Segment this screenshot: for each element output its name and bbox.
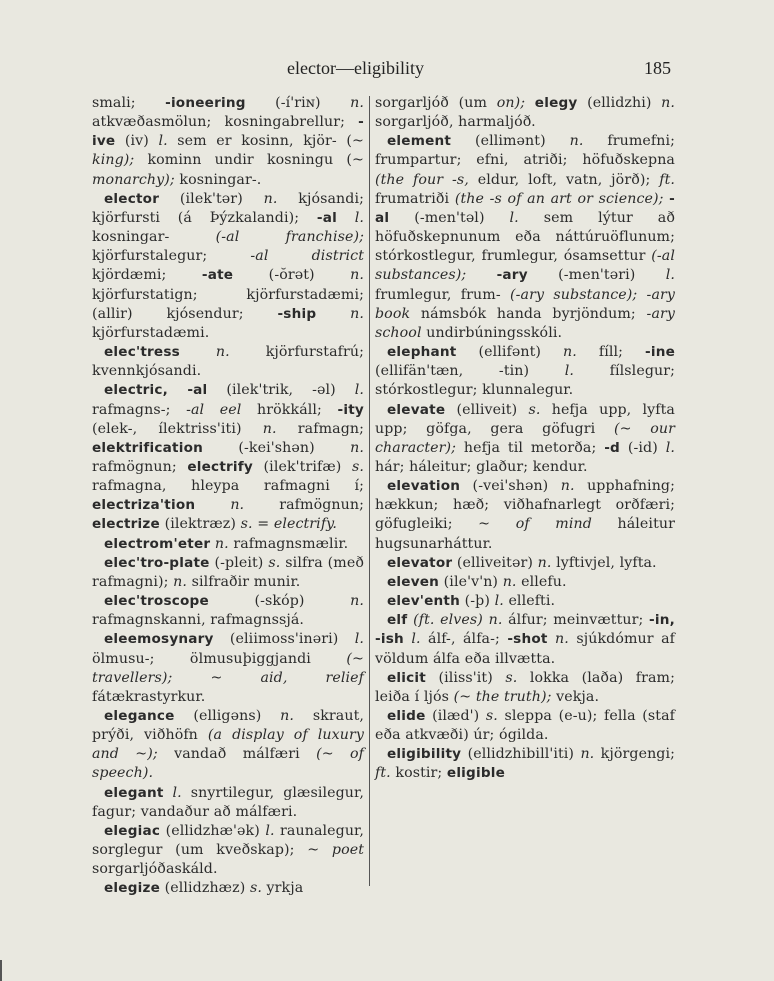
headword: -in, -ish bbox=[375, 612, 675, 648]
italic-text: ~ king); bbox=[92, 133, 364, 169]
definition-text: (ilæd') bbox=[425, 708, 486, 724]
dictionary-entry bbox=[92, 592, 364, 630]
definition-text: ellefti. bbox=[503, 593, 556, 610]
italic-text: l. bbox=[158, 133, 168, 150]
definition-text: (-men'təri) bbox=[527, 267, 666, 284]
definition-text: lyftivjel, lyfta. bbox=[551, 554, 657, 571]
dictionary-entry bbox=[375, 554, 675, 573]
headword: elec'troscope bbox=[104, 593, 209, 610]
definition-text bbox=[195, 497, 230, 513]
definition-text: (ellidzhæ'ək) bbox=[160, 822, 266, 839]
headword: elevation bbox=[387, 478, 461, 495]
dictionary-entry bbox=[375, 132, 675, 343]
definition-text: kjörfurstadæmi. bbox=[92, 324, 210, 341]
headword: electrom'eter bbox=[104, 535, 211, 552]
italic-text: s. bbox=[240, 516, 253, 533]
headword: -ship bbox=[277, 305, 317, 322]
dictionary-entry bbox=[92, 822, 364, 879]
definition-text: kjósandi; kjörfursti (á Þýzkalandi); bbox=[92, 190, 364, 226]
headword: -ioneering bbox=[165, 95, 246, 111]
headword: electriza'tion bbox=[92, 497, 196, 514]
definition-text: (iliss'it) bbox=[425, 669, 506, 686]
italic-text: s. bbox=[485, 708, 498, 724]
headword: -ity bbox=[337, 401, 364, 418]
italic-text: n. bbox=[173, 573, 187, 590]
dictionary-entry bbox=[375, 477, 675, 554]
definition-text: (ellidzhæz) bbox=[160, 880, 250, 897]
dictionary-entry bbox=[92, 630, 364, 707]
definition-text: vekja. bbox=[551, 688, 600, 705]
dictionary-entry bbox=[92, 879, 364, 898]
headword: element bbox=[387, 133, 452, 150]
headword: elicit bbox=[387, 669, 426, 686]
headword: -d bbox=[604, 439, 620, 456]
headword: elev'enth bbox=[387, 593, 460, 610]
headword: -ate bbox=[201, 267, 234, 284]
italic-text: l. bbox=[411, 631, 421, 648]
italic-text: n. bbox=[263, 190, 278, 207]
headword: elegy bbox=[534, 95, 578, 111]
italic-text: l. bbox=[172, 784, 182, 801]
definition-text: kosningar- bbox=[92, 229, 216, 246]
italic-text: ~ monarchy); bbox=[92, 152, 364, 188]
definition-text: (eliimoss'inəri) bbox=[213, 631, 355, 648]
definition-text: rafmagna, hleypa rafmagni í; bbox=[92, 478, 364, 495]
dictionary-entry bbox=[375, 573, 675, 592]
headword: elide bbox=[387, 708, 426, 724]
italic-text: ft. bbox=[375, 765, 391, 782]
dictionary-entry bbox=[375, 707, 675, 745]
italic-text: ft. bbox=[659, 171, 675, 188]
definition-text: álf-, álfa-; bbox=[420, 631, 508, 648]
dictionary-entry bbox=[375, 745, 675, 783]
headword: elegiac bbox=[104, 822, 161, 839]
headword: electric, -al bbox=[104, 382, 208, 399]
italic-text: (-al franchise); bbox=[215, 229, 364, 246]
definition-text bbox=[337, 210, 355, 226]
headword: eligibility bbox=[387, 746, 462, 763]
italic-text: n. bbox=[262, 420, 277, 437]
headword: -shot bbox=[507, 631, 548, 648]
dictionary-entry bbox=[92, 707, 364, 784]
definition-text: fíll; bbox=[576, 344, 645, 361]
definition-text bbox=[548, 631, 555, 647]
definition-text: (elliveitər) bbox=[452, 554, 538, 571]
italic-text: l. bbox=[265, 822, 275, 839]
dictionary-entry bbox=[92, 784, 364, 822]
definition-text: raunalegur, sorglegur (um kveðskap); bbox=[92, 822, 364, 859]
definition-text: (ilek'trifæ) bbox=[252, 458, 352, 475]
definition-text: skraut, prýði, viðhöfn bbox=[92, 708, 364, 744]
italic-text: n. bbox=[502, 573, 517, 590]
right-column bbox=[375, 94, 675, 784]
definition-text: sem lýtur að höfuðskepnunum eða náttúruöflunum; stórkostlegur, frumlegur, ósamsettur bbox=[375, 209, 675, 265]
italic-text: s. bbox=[249, 880, 262, 897]
italic-text: (the -s of an art or science); bbox=[454, 190, 664, 207]
definition-text: fílslegur; stórkostlegur; klunnalegur. bbox=[375, 363, 675, 399]
definition-text: sorgarljóð, harmaljóð. bbox=[375, 114, 536, 131]
headword: eligible bbox=[446, 765, 506, 782]
italic-text: (ft. elves) bbox=[413, 612, 483, 629]
italic-text: -ary school bbox=[375, 305, 675, 341]
italic-text: n. bbox=[214, 535, 229, 552]
italic-text: (a display of luxury and ~); bbox=[92, 727, 364, 763]
definition-text: kosningar-. bbox=[174, 171, 262, 188]
definition-text: frumatriði bbox=[375, 190, 455, 207]
definition-text: rafmagn; bbox=[276, 420, 364, 437]
italic-text: l. bbox=[494, 593, 504, 610]
dictionary-entry bbox=[375, 592, 675, 611]
headword: eleven bbox=[387, 573, 440, 590]
definition-text: (ellifän'tæn, -tin) bbox=[375, 363, 565, 380]
definition-text: silfraðir munir. bbox=[186, 573, 301, 590]
headword: elector bbox=[104, 190, 160, 207]
definition-text: rafmagns-; bbox=[92, 401, 187, 418]
definition-text: sleppa (e-u); fella (staf eða atkvæði) úr; ógilda. bbox=[375, 708, 675, 744]
definition-text: álfur; meinvættur; bbox=[502, 612, 650, 629]
dictionary-entry bbox=[92, 554, 364, 592]
definition-text: sem er kosinn, kjör- ( bbox=[167, 133, 352, 150]
italic-text: n. bbox=[350, 95, 364, 111]
definition-text: (-ŏrət) bbox=[233, 267, 351, 284]
definition-text: (ellimənt) bbox=[451, 133, 570, 150]
headword: -ive bbox=[92, 114, 364, 150]
dictionary-entry bbox=[92, 190, 364, 343]
italic-text: n. bbox=[555, 631, 569, 648]
headword: eleemosynary bbox=[104, 631, 214, 648]
definition-text: (-id) bbox=[620, 439, 666, 456]
page-number: 185 bbox=[644, 58, 671, 78]
page-edge-mark bbox=[0, 960, 2, 981]
definition-text: (-í'riɴ) bbox=[245, 95, 351, 111]
running-head: elector—eligibility bbox=[287, 58, 424, 78]
definition-text: (iv) bbox=[115, 133, 159, 150]
definition-text: (ilektræz) bbox=[159, 516, 241, 533]
definition-text: snyrtilegur, glæsilegur, fagur; vandaður að málfæri. bbox=[92, 784, 364, 820]
definition-text: kjörfurstafrú; kvennkjósandi. bbox=[92, 344, 364, 380]
dictionary-entry bbox=[92, 535, 364, 554]
dictionary-entry bbox=[92, 94, 364, 190]
italic-text: ~ of mind bbox=[478, 516, 592, 533]
headword: -ine bbox=[645, 344, 675, 361]
definition-text: sorgarljóð (um bbox=[375, 95, 497, 111]
dictionary-entry bbox=[92, 381, 364, 534]
definition-text: atkvæðasmölun; kosningabrellur; bbox=[92, 114, 359, 131]
italic-text: (-al substances); bbox=[375, 248, 675, 284]
dictionary-entry bbox=[375, 401, 675, 478]
dictionary-entry bbox=[92, 343, 364, 381]
headword: elec'tress bbox=[104, 344, 180, 361]
definition-text: = bbox=[252, 516, 274, 533]
definition-text: (elek-, ílektriss'iti) bbox=[92, 420, 263, 437]
definition-text: námsbók handa byrjöndum; bbox=[410, 305, 647, 322]
headword: -al bbox=[316, 209, 337, 226]
italic-text: electrify. bbox=[273, 516, 338, 533]
definition-text: vandað málfæri bbox=[157, 746, 317, 763]
italic-text: n. bbox=[661, 95, 676, 111]
definition-text bbox=[525, 95, 535, 111]
definition-text: kjörfurstatign; kjörfurstadæmi; (allir) kjósendur; bbox=[92, 286, 364, 322]
italic-text: n. bbox=[215, 344, 230, 361]
definition-text: sorgarljóðaskáld. bbox=[92, 861, 218, 878]
page-header bbox=[0, 58, 774, 84]
definition-text: (ellidzhibill'iti) bbox=[461, 746, 581, 763]
headword: electrize bbox=[92, 516, 160, 533]
headword: elf bbox=[387, 612, 408, 629]
definition-text: (ellidzhi) bbox=[577, 95, 662, 111]
definition-text: fátækrastyrkur. bbox=[92, 688, 206, 705]
definition-text: frumlegur, frum- bbox=[375, 286, 511, 303]
definition-text: ölmusu-; ölmusuþiggjandi bbox=[92, 650, 347, 667]
italic-text: ~ poet bbox=[307, 842, 365, 859]
definition-text: silfra (með rafmagni); bbox=[92, 554, 365, 590]
dictionary-entry bbox=[375, 611, 675, 668]
definition-text: yrkja bbox=[261, 880, 304, 897]
definition-text bbox=[316, 306, 350, 322]
definition-text: hár; háleitur; glaður; kendur. bbox=[375, 458, 588, 475]
definition-text: kominn undir kosningu ( bbox=[134, 152, 352, 169]
headword: elevator bbox=[387, 554, 453, 571]
headword: -ary bbox=[496, 267, 528, 284]
definition-text: (ilek'tər) bbox=[159, 190, 264, 207]
headword: elektrification bbox=[92, 439, 203, 456]
headword: electrify bbox=[187, 458, 253, 475]
italic-text: n. bbox=[563, 344, 577, 361]
definition-text: rafmagnskanni, rafmagnssjá. bbox=[92, 612, 305, 629]
definition-text: hefja til metorða; bbox=[456, 439, 605, 456]
italic-text: l. bbox=[665, 267, 675, 284]
definition-text: lokka (laða) fram; leiða í ljós bbox=[375, 669, 675, 705]
italic-text: n. bbox=[280, 708, 295, 724]
definition-text: háleitur hugsunarháttur. bbox=[375, 516, 675, 552]
definition-text: (-men'təl) bbox=[389, 209, 510, 226]
italic-text: s. bbox=[352, 458, 364, 475]
italic-text: l. bbox=[665, 439, 675, 456]
italic-text: s. bbox=[505, 669, 518, 686]
italic-text: -al eel bbox=[186, 401, 242, 418]
headword: elegance bbox=[104, 708, 175, 724]
definition-text: kjörfurstalegur; bbox=[92, 248, 251, 265]
definition-text: eldur, loft, vatn, jörð); bbox=[468, 171, 660, 188]
definition-text: smali; bbox=[92, 95, 166, 111]
definition-text bbox=[466, 267, 496, 283]
headword: elegant bbox=[104, 784, 164, 801]
definition-text: rafmögnun; bbox=[92, 458, 188, 475]
definition-text bbox=[164, 785, 173, 801]
italic-text: s. bbox=[528, 401, 541, 418]
headword: elephant bbox=[387, 344, 457, 361]
definition-text: ellefu. bbox=[516, 573, 567, 590]
definition-text: (-pleit) bbox=[209, 554, 269, 571]
headword: -al bbox=[375, 190, 675, 226]
italic-text: n. bbox=[350, 439, 364, 456]
definition-text: sjúkdómur af völdum álfa eða illvætta. bbox=[375, 631, 675, 667]
definition-text: upphafning; hækkun; hæð; viðhafnarlegt orðfæri; göfugleiki; bbox=[375, 478, 675, 533]
italic-text: (~ travellers); ~ aid, relief bbox=[92, 650, 364, 686]
italic-text: n. bbox=[580, 746, 595, 763]
italic-text: n. bbox=[350, 593, 364, 610]
dictionary-entry bbox=[375, 343, 675, 400]
dictionary-entry bbox=[375, 669, 675, 707]
definition-text: (elligəns) bbox=[174, 708, 281, 724]
italic-text: l. bbox=[354, 631, 364, 648]
definition-text: kostir; bbox=[390, 765, 447, 782]
italic-text: (-ary substance); -ary book bbox=[375, 286, 675, 322]
dictionary-entry bbox=[375, 94, 675, 132]
italic-text: n. bbox=[560, 478, 575, 495]
definition-text: rafmagnsmælir. bbox=[228, 535, 349, 552]
italic-text: (~ our character); bbox=[375, 420, 675, 456]
headword: elegize bbox=[104, 880, 161, 897]
definition-text: (-þ) bbox=[460, 593, 495, 610]
italic-text: n. bbox=[537, 554, 552, 571]
left-column bbox=[92, 94, 364, 899]
italic-text: n. bbox=[230, 497, 245, 514]
definition-text: (-kei'shən) bbox=[202, 439, 351, 456]
italic-text: (the four -s, bbox=[375, 171, 469, 188]
italic-text: n. bbox=[569, 133, 584, 150]
definition-text: (ilek'trik, -əl) bbox=[207, 382, 355, 399]
definition-text: (-skóp) bbox=[208, 593, 351, 610]
column-divider bbox=[369, 96, 370, 886]
definition-text: kjördæmi; bbox=[92, 267, 202, 284]
definition-text: (ellifənt) bbox=[456, 344, 564, 361]
definition-text bbox=[180, 344, 216, 360]
headword: elevate bbox=[387, 401, 446, 418]
italic-text: l. bbox=[354, 382, 364, 399]
headword: elec'tro-plate bbox=[104, 554, 210, 571]
definition-text: (ile'v'n) bbox=[439, 573, 503, 590]
italic-text: l. bbox=[509, 209, 519, 226]
definition-text: hefja upp, lyfta upp; göfga, gera göfugri bbox=[375, 401, 675, 437]
italic-text: l. bbox=[564, 363, 575, 380]
definition-text: (elliveit) bbox=[445, 401, 529, 418]
italic-text: (~ of speech). bbox=[92, 746, 365, 782]
italic-text: (~ the truth); bbox=[453, 688, 552, 705]
italic-text: s. bbox=[268, 554, 281, 571]
definition-text: hrökkáll; bbox=[241, 401, 338, 418]
definition-text: undirbúningsskóli. bbox=[421, 324, 563, 341]
definition-text: frumefni; frumpartur; efni, atriði; höfuðskepna bbox=[375, 133, 675, 169]
italic-text: n. bbox=[350, 305, 364, 322]
italic-text: -al district bbox=[250, 248, 364, 265]
italic-text: n. bbox=[350, 267, 364, 284]
definition-text: (-vei'shən) bbox=[460, 478, 561, 495]
italic-text: on); bbox=[496, 95, 526, 111]
italic-text: l. bbox=[354, 209, 364, 226]
italic-text: n. bbox=[488, 612, 503, 629]
definition-text: kjörgengi; bbox=[594, 746, 676, 763]
definition-text: rafmögnun; bbox=[244, 497, 364, 514]
